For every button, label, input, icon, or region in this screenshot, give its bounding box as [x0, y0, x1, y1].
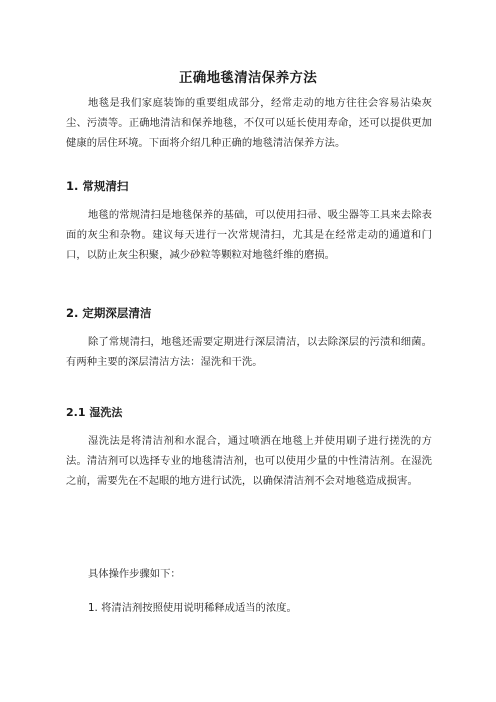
section-routine-cleaning-body: 地毯的常规清扫是地毯保养的基础，可以使用扫帚、吸尘器等工具来去除表面的灰尘和杂物。建议每天进行一次常规清扫，尤其是在经常走动的通道和门口，以防止灰尘积聚，减少砂粒等颗粒对地毯纤维的磨损。 [66, 209, 432, 261]
subsection-heading-wet-wash: 2.1 湿洗法 [66, 406, 123, 419]
intro-paragraph: 地毯是我们家庭装饰的重要组成部分，经常走动的地方往往会容易沾染灰尘、污渍等。正确地清洁和保养地毯，不仅可以延长使用寿命，还可以提供更加健康的居住环境。下面将介绍几种正确的地毯清洁保养方法。 [66, 97, 432, 149]
section-deep-cleaning-body: 除了常规清扫，地毯还需要定期进行深层清洁，以去除深层的污渍和细菌。有两种主要的深层清洁方法：湿洗和干洗。 [66, 336, 432, 368]
subsection-wet-wash-body: 湿洗法是将清洁剂和水混合，通过喷洒在地毯上并使用刷子进行搓洗的方法。清洁剂可以选择专业的地毯清洁剂，也可以使用少量的中性清洁剂。在湿洗之前，需要先在不起眼的地方进行试洗，以确保清洁剂不会对地毯造成损害。 [66, 435, 432, 487]
section-heading-routine-cleaning: 1. 常规清扫 [66, 179, 129, 193]
list-item: 1. 将清洁剂按照使用说明稀释成适当的浓度。 [88, 602, 297, 614]
section-heading-deep-cleaning: 2. 定期深层清洁 [66, 306, 152, 320]
document-title: 正确地毯清洁保养方法 [179, 70, 317, 86]
steps-intro: 具体操作步骤如下： [88, 568, 181, 580]
